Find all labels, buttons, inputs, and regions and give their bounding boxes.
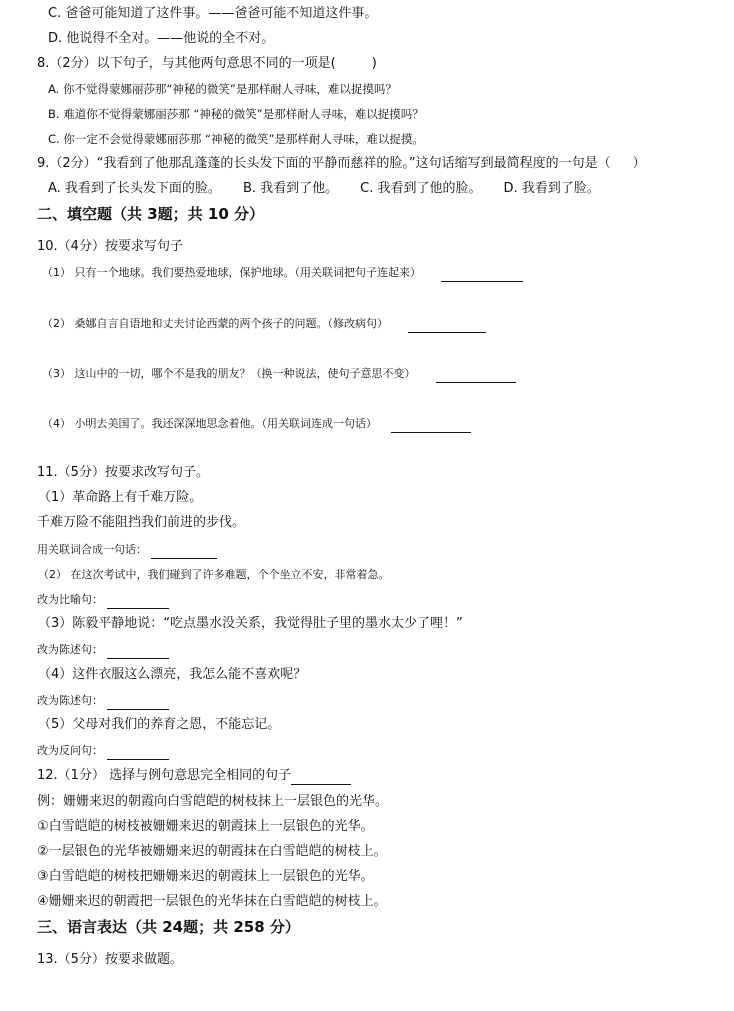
answer-blank[interactable]	[436, 370, 516, 383]
answer-blank[interactable]	[107, 747, 169, 760]
q9-options	[48, 180, 624, 198]
q8-stem	[37, 55, 377, 73]
q8-stem-text: 8.（2分）以下句子，与其他两句意思不同的一项是(	[37, 56, 336, 71]
q12-option-1: ①白雪皑皑的树枝被姗姗来迟的朝霞抹上一层银色的光华。	[37, 819, 374, 834]
q11-s3: （3）陈毅平静地说：“吃点墨水没关系，我觉得肚子里的墨水太少了哩！”	[38, 616, 463, 631]
q8-option-c: C. 你一定不会觉得蒙娜丽莎那 “神秘的微笑”是那样耐人寻味，难以捉摸。	[48, 132, 424, 146]
q11-s4-prompt	[37, 692, 169, 710]
q7-option-c: C. 爸爸可能知道了这件事。——爸爸可能不知道这件事。	[48, 6, 378, 21]
q11-s4-prompt-text: 改为陈述句：	[37, 694, 103, 707]
q12-option-2: ②一层银色的光华被姗姗来迟的朝霞抹在白雪皑皑的树枝上。	[37, 844, 387, 859]
q11-s1b: 千难万险不能阻挡我们前进的步伐。	[37, 515, 246, 530]
q12-stem-text: 12.（1分） 选择与例句意思完全相同的句子	[37, 768, 292, 783]
q11-s1-prompt-text: 用关联词合成一句话：	[37, 543, 147, 556]
section-3-title: 三、语言表达（共 24题；共 258 分）	[37, 918, 300, 936]
q11-s2: （2） 在这次考试中，我们碰到了许多难题，个个坐立不安，非常着急。	[38, 568, 390, 581]
q12-example: 例：姗姗来迟的朝霞向白雪皑皑的树枝抹上一层银色的光华。	[37, 794, 389, 809]
q8-option-a: A. 你不觉得蒙娜丽莎那“神秘的微笑”是那样耐人寻味，难以捉摸吗？	[48, 82, 397, 96]
q11-s4: （4）这件衣服这么漂亮，我怎么能不喜欢呢？	[38, 667, 307, 682]
answer-blank[interactable]	[408, 320, 486, 333]
answer-blank[interactable]	[107, 596, 169, 609]
q10-item-4	[42, 415, 471, 433]
q9-stem-text: 9.（2分）“我看到了他那乱蓬蓬的长头发下面的平静而慈祥的脸。”这句话缩写到最简程度的一句是（	[37, 156, 611, 171]
q8-close-paren: )	[371, 56, 377, 71]
q11-s1-prompt	[37, 541, 217, 559]
q11-s2-prompt-text: 改为比喻句：	[37, 593, 103, 606]
answer-blank[interactable]	[441, 269, 523, 282]
q11-s1a: （1）革命路上有千难万险。	[38, 490, 203, 505]
q10-item-3-text: （3） 这山中的一切，哪个不是我的朋友？（换一种说法，使句子意思不变）	[42, 367, 416, 380]
q12-option-4: ④姗姗来迟的朝霞把一层银色的光华抹在白雪皑皑的树枝上。	[37, 894, 387, 909]
q11-s5: （5）父母对我们的养育之恩，不能忘记。	[38, 717, 281, 732]
q10-item-4-text: （4） 小明去美国了。我还深深地思念着他。（用关联词连成一句话）	[42, 417, 377, 430]
q10-item-1-text: （1） 只有一个地球。我们要热爱地球，保护地球。（用关联词把句子连起来）	[42, 266, 421, 279]
q11-stem: 11.（5分）按要求改写句子。	[37, 465, 209, 480]
section-2-title: 二、填空题（共 3题；共 10 分）	[37, 205, 264, 223]
q12-stem	[37, 767, 351, 785]
answer-blank[interactable]	[107, 646, 169, 659]
answer-blank[interactable]	[151, 546, 217, 559]
q11-s5-prompt	[37, 742, 169, 760]
q11-s3-prompt-text: 改为陈述句：	[37, 643, 103, 656]
q9-option-d: D. 我看到了脸。	[503, 181, 600, 196]
q7-option-d: D. 他说得不全对。——他说的全不对。	[48, 31, 275, 46]
q10-item-3	[42, 365, 516, 383]
answer-blank[interactable]	[291, 772, 351, 785]
answer-blank[interactable]	[391, 420, 471, 433]
q9-option-b: B. 我看到了他。	[242, 181, 339, 196]
q11-s2-prompt	[37, 591, 169, 609]
q9-close-paren: ）	[632, 156, 646, 171]
q8-option-b: B. 难道你不觉得蒙娜丽莎那 “神秘的微笑”是那样耐人寻味，难以捉摸吗？	[48, 107, 424, 121]
q13-stem: 13.（5分）按要求做题。	[37, 952, 183, 967]
q11-s5-prompt-text: 改为反问句：	[37, 744, 103, 757]
q12-option-3: ③白雪皑皑的树枝把姗姗来迟的朝霞抹上一层银色的光华。	[37, 869, 374, 884]
q9-stem	[37, 155, 646, 173]
q10-item-1	[42, 264, 523, 282]
q10-item-2-text: （2） 桑娜自言自语地和丈夫讨论西蒙的两个孩子的问题。（修改病句）	[42, 317, 388, 330]
q11-s3-prompt	[37, 641, 169, 659]
q9-option-c: C. 我看到了他的脸。	[360, 181, 482, 196]
q10-stem: 10.（4分）按要求写句子	[37, 239, 183, 254]
q9-option-a: A. 我看到了长头发下面的脸。	[48, 181, 221, 196]
q10-item-2	[42, 315, 486, 333]
answer-blank[interactable]	[107, 697, 169, 710]
